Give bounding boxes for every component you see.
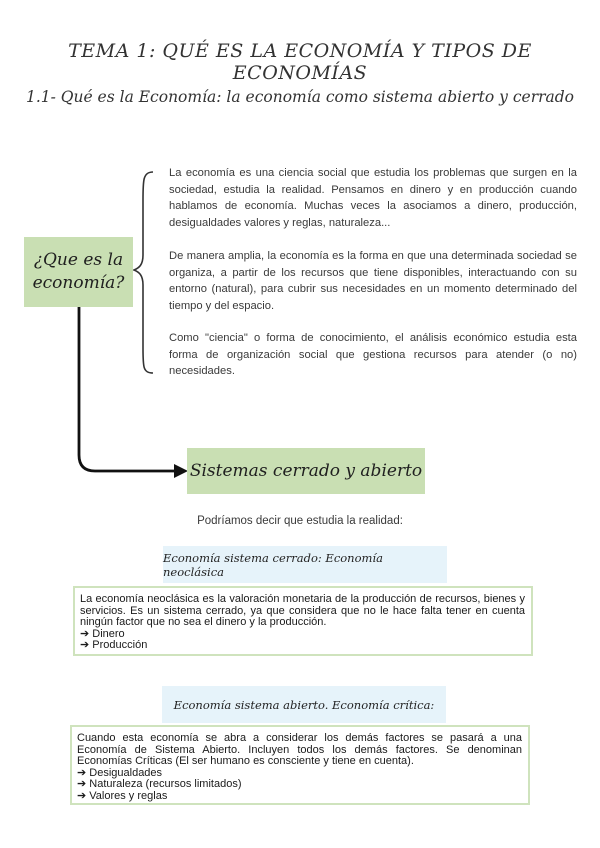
curly-brace [134,172,153,373]
question-line-2: economía? [32,273,125,293]
list-item: ➔ Dinero [80,627,125,640]
paragraph-definition: La economía es una ciencia social que estudia los problemas que surgen en la sociedad, estudia la realidad. Pensamos en dinero y en producción cuando hablamos de economía. Muchas veces la asociamos a dinero, producción, desigualdades valores y reglas, naturaleza... [169,167,577,229]
open-system-box [70,725,530,805]
closed-system-box [73,586,533,656]
closed-system-label: Economía sistema cerrado: Economía neoclásica [163,546,447,583]
list-item: ➔ Desigualdades [77,766,163,779]
list-item: ➔ Producción [80,639,148,651]
closed-system-text: La economía neoclásica es la valoración monetaria de la producción de recursos, bienes y servicios. Es un sistema cerrado, ya que considera que no le hace falta tener en cuenta ningún factor que no sea el dinero y la producción. [80,593,525,628]
arrow-head [174,464,188,478]
page-title: TEMA 1: QUÉ ES LA ECONOMÍA Y TIPOS DE ECONOMÍAS [68,40,532,84]
paragraph-broad-definition: De manera amplia, la economía es la forma en que una determinada sociedad se organiza, a partir de los recursos que tiene disponibles, interactuando con su entorno (natural), para cubrir sus necesidades en un momento determinado del tiempo y del espacio. [169,250,577,312]
question-box [24,237,133,307]
open-system-text: Cuando esta economía se abra a considerar los demás factores se pasará a una Economía de Sistema Abierto. Incluyen todos los demás factores. Se denominan Economías Críticas (El ser humano es consciente y tiene en cuenta). [77,732,522,767]
systems-heading-box: Sistemas cerrado y abierto [187,448,425,494]
intro-line: Podríamos decir que estudia la realidad: [197,515,403,527]
list-item: ➔ Naturaleza (recursos limitados) [77,778,242,790]
list-item: ➔ Valores y reglas [77,789,168,802]
question-line-1: ¿Que es la [33,250,124,270]
open-system-label: Economía sistema abierto. Economía crítica: [162,686,446,723]
paragraph-science: Como "ciencia" o forma de conocimiento, el análisis económico estudia esta forma de organización social que gestiona recursos para atender (o no) necesidades. [169,332,577,377]
connector-line [79,307,178,471]
section-subtitle: 1.1- Qué es la Economía: la economía como sistema abierto y cerrado [25,88,575,106]
